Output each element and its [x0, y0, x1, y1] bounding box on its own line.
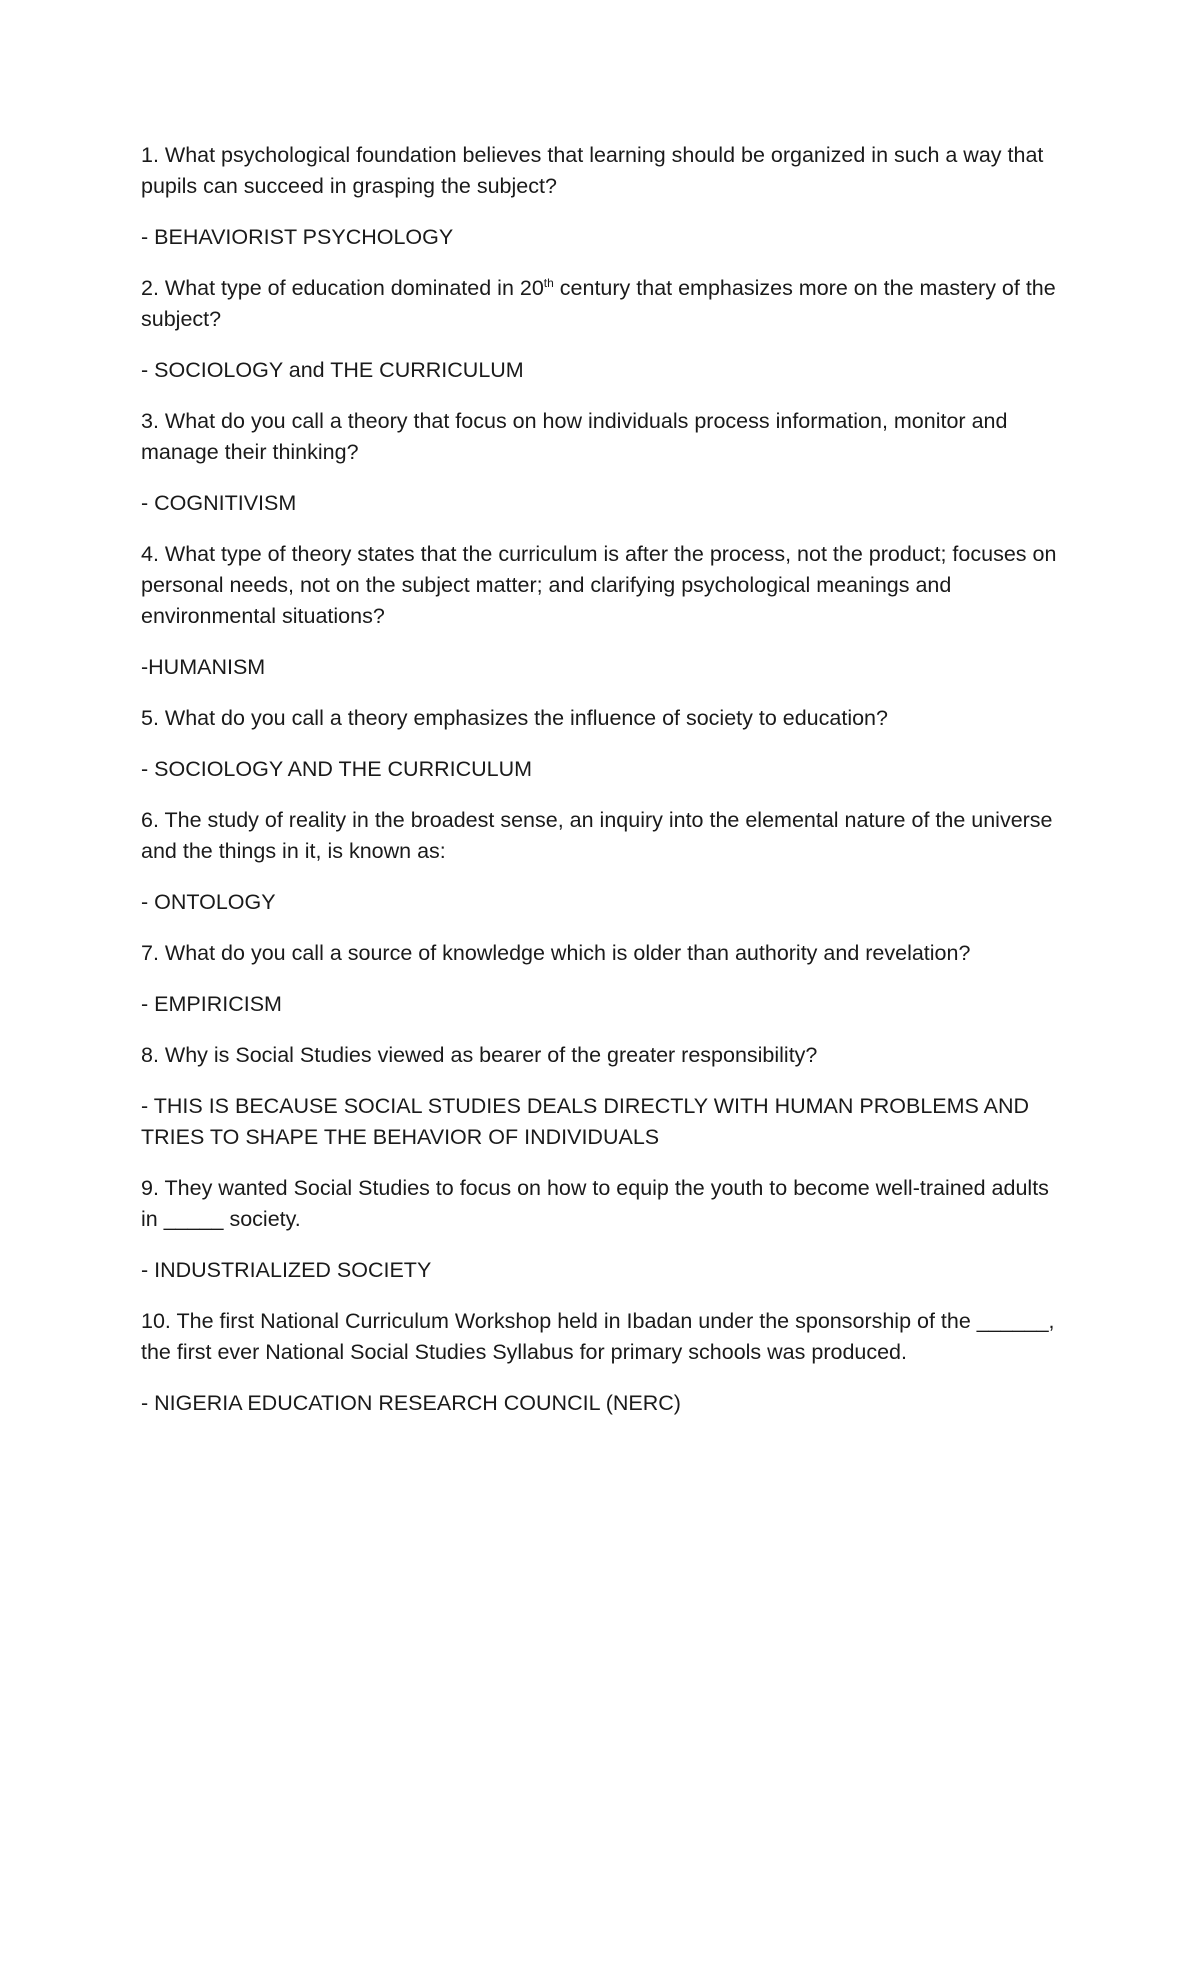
- question-4: 4. What type of theory states that the curriculum is after the process, not the product; focuses on personal needs, not on the subject matter; and clarifying psychological meanings and environmental situations?: [141, 542, 1057, 628]
- answer-7: - EMPIRICISM: [141, 992, 282, 1016]
- answer-5: - SOCIOLOGY AND THE CURRICULUM: [141, 757, 533, 781]
- answer-8: - THIS IS BECAUSE SOCIAL STUDIES DEALS DIRECTLY WITH HUMAN PROBLEMS AND TRIES TO SHAPE THE BEHAVIOR OF INDIVIDUALS: [141, 1094, 1030, 1149]
- question-7: 7. What do you call a source of knowledge which is older than authority and revelation?: [141, 941, 971, 965]
- answer-6: - ONTOLOGY: [141, 890, 276, 914]
- answer-1: - BEHAVIORIST PSYCHOLOGY: [141, 225, 454, 249]
- question-2-text-end: century that emphasizes more on the mastery of the subject?: [141, 276, 1056, 331]
- question-6: 6. The study of reality in the broadest sense, an inquiry into the elemental nature of the universe and the things in it, is known as:: [141, 808, 1053, 863]
- question-2: [141, 273, 1066, 335]
- question-1: 1. What psychological foundation believes that learning should be organized in such a way that pupils can succeed in grasping the subject?: [141, 143, 1044, 198]
- answer-3: - COGNITIVISM: [141, 491, 297, 515]
- qa-list: [141, 140, 1066, 1439]
- answer-4: -HUMANISM: [141, 655, 266, 679]
- question-3: 3. What do you call a theory that focus on how individuals process information, monitor and manage their thinking?: [141, 409, 1008, 464]
- question-5: 5. What do you call a theory emphasizes the influence of society to education?: [141, 706, 888, 730]
- question-8: 8. Why is Social Studies viewed as bearer of the greater responsibility?: [141, 1043, 818, 1067]
- answer-2: - SOCIOLOGY and THE CURRICULUM: [141, 358, 524, 382]
- question-2-text-start: 2. What type of education dominated in 20: [141, 276, 544, 300]
- answer-10: - NIGERIA EDUCATION RESEARCH COUNCIL (NERC): [141, 1391, 681, 1415]
- question-10: 10. The first National Curriculum Workshop held in Ibadan under the sponsorship of the ______, the first ever National Social Studies Syllabus for primary schools was produced.: [141, 1309, 1055, 1364]
- question-9: 9. They wanted Social Studies to focus on how to equip the youth to become well-trained adults in _____ society.: [141, 1176, 1049, 1231]
- answer-9: - INDUSTRIALIZED SOCIETY: [141, 1258, 432, 1282]
- ordinal-suffix: th: [543, 275, 554, 290]
